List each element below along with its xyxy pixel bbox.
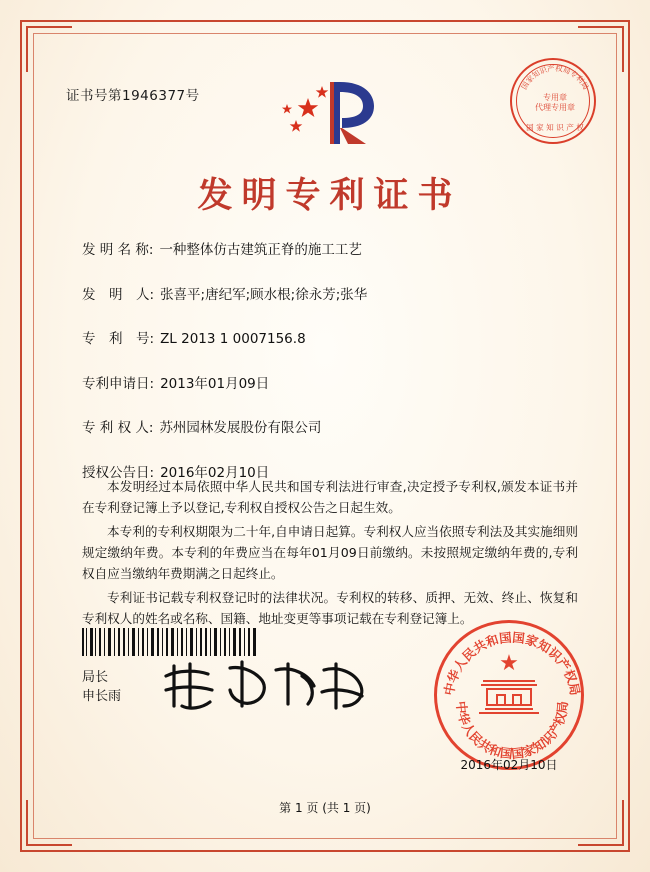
field-value: 一种整体仿古建筑正脊的施工工艺 bbox=[159, 242, 362, 258]
seal-date: 2016年02月10日 bbox=[460, 758, 558, 772]
patent-office-emblem-icon bbox=[260, 68, 390, 158]
field-label: 专 利 权 人: bbox=[82, 420, 154, 436]
handwritten-signature bbox=[156, 656, 376, 716]
signatory-role: 局长 bbox=[82, 670, 109, 685]
field-label: 专 利 号: bbox=[82, 331, 155, 347]
signature-block bbox=[82, 668, 121, 706]
signatory-name: 申长雨 bbox=[82, 689, 122, 704]
field-list bbox=[82, 238, 582, 505]
paragraph-register: 专利证书记载专利权登记时的法律状况。专利权的转移、质押、无效、终止、恢复和专利权人的姓名或名称、国籍、地址变更等事项记载在专利登记簿上。 bbox=[82, 590, 578, 626]
field-row-application-date bbox=[82, 372, 582, 392]
national-emblem-icon bbox=[477, 675, 541, 715]
page-title: 发明专利证书 bbox=[197, 176, 462, 216]
field-label: 专利申请日: bbox=[82, 375, 155, 392]
certificate-content bbox=[48, 48, 602, 824]
seal-center-line2: 代理专用章 bbox=[535, 103, 575, 112]
official-seal bbox=[434, 620, 584, 770]
seal-bottom-label: 国 家 知 识 产 权 bbox=[526, 123, 584, 132]
seal-center-text bbox=[512, 93, 598, 113]
field-row-inventors bbox=[82, 283, 582, 303]
field-value: 2016年02月10日 bbox=[160, 464, 270, 481]
field-row-invention-name bbox=[82, 238, 582, 258]
field-label: 发 明 名 称: bbox=[82, 242, 154, 258]
barcode bbox=[82, 628, 258, 656]
field-value: 苏州园林发展股份有限公司 bbox=[159, 420, 322, 436]
field-row-patentee bbox=[82, 416, 582, 436]
paragraph-grant: 本发明经过本局依照中华人民共和国专利法进行审查,决定授予专利权,颁发本证书并在专利登记簿上予以登记,专利权自授权公告之日起生效。 bbox=[82, 479, 578, 515]
seal-center-line1: 专用章 bbox=[543, 93, 567, 102]
svg-text:国家知识产权局专利局 bbox=[519, 64, 590, 91]
seal-arc-label: 国家知识产权局专利局 bbox=[519, 63, 591, 92]
field-row-patent-number bbox=[82, 327, 582, 347]
field-value: 2013年01月09日 bbox=[160, 375, 270, 392]
top-right-seal bbox=[510, 58, 596, 144]
field-label: 授权公告日: bbox=[82, 464, 155, 481]
official-seal-arc-bottom: 中华人民共和国国家知识产权局 bbox=[453, 700, 571, 762]
field-value: 张喜平;唐纪军;顾水根;徐永芳;张华 bbox=[160, 286, 368, 303]
star-icon: ★ bbox=[499, 651, 519, 676]
paragraph-term-and-fees: 本专利的专利权期限为二十年,自申请日起算。专利权人应当依照专利法及其实施细则规定缴纳年费。本专利的年费应当在每年01月09日前缴纳。未按照规定缴纳年费的,专利权自应当缴纳年费期满之日起终止。 bbox=[82, 524, 578, 581]
official-seal-arc-top: 中华人民共和国国家知识产权局 bbox=[441, 629, 583, 697]
certificate-number: 证书号第1946377号 bbox=[66, 88, 200, 104]
legal-text bbox=[82, 476, 578, 632]
page-footer: 第 1 页 (共 1 页) bbox=[279, 801, 371, 815]
field-value: ZL 2013 1 0007156.8 bbox=[160, 331, 306, 347]
field-label: 发 明 人: bbox=[82, 286, 155, 303]
